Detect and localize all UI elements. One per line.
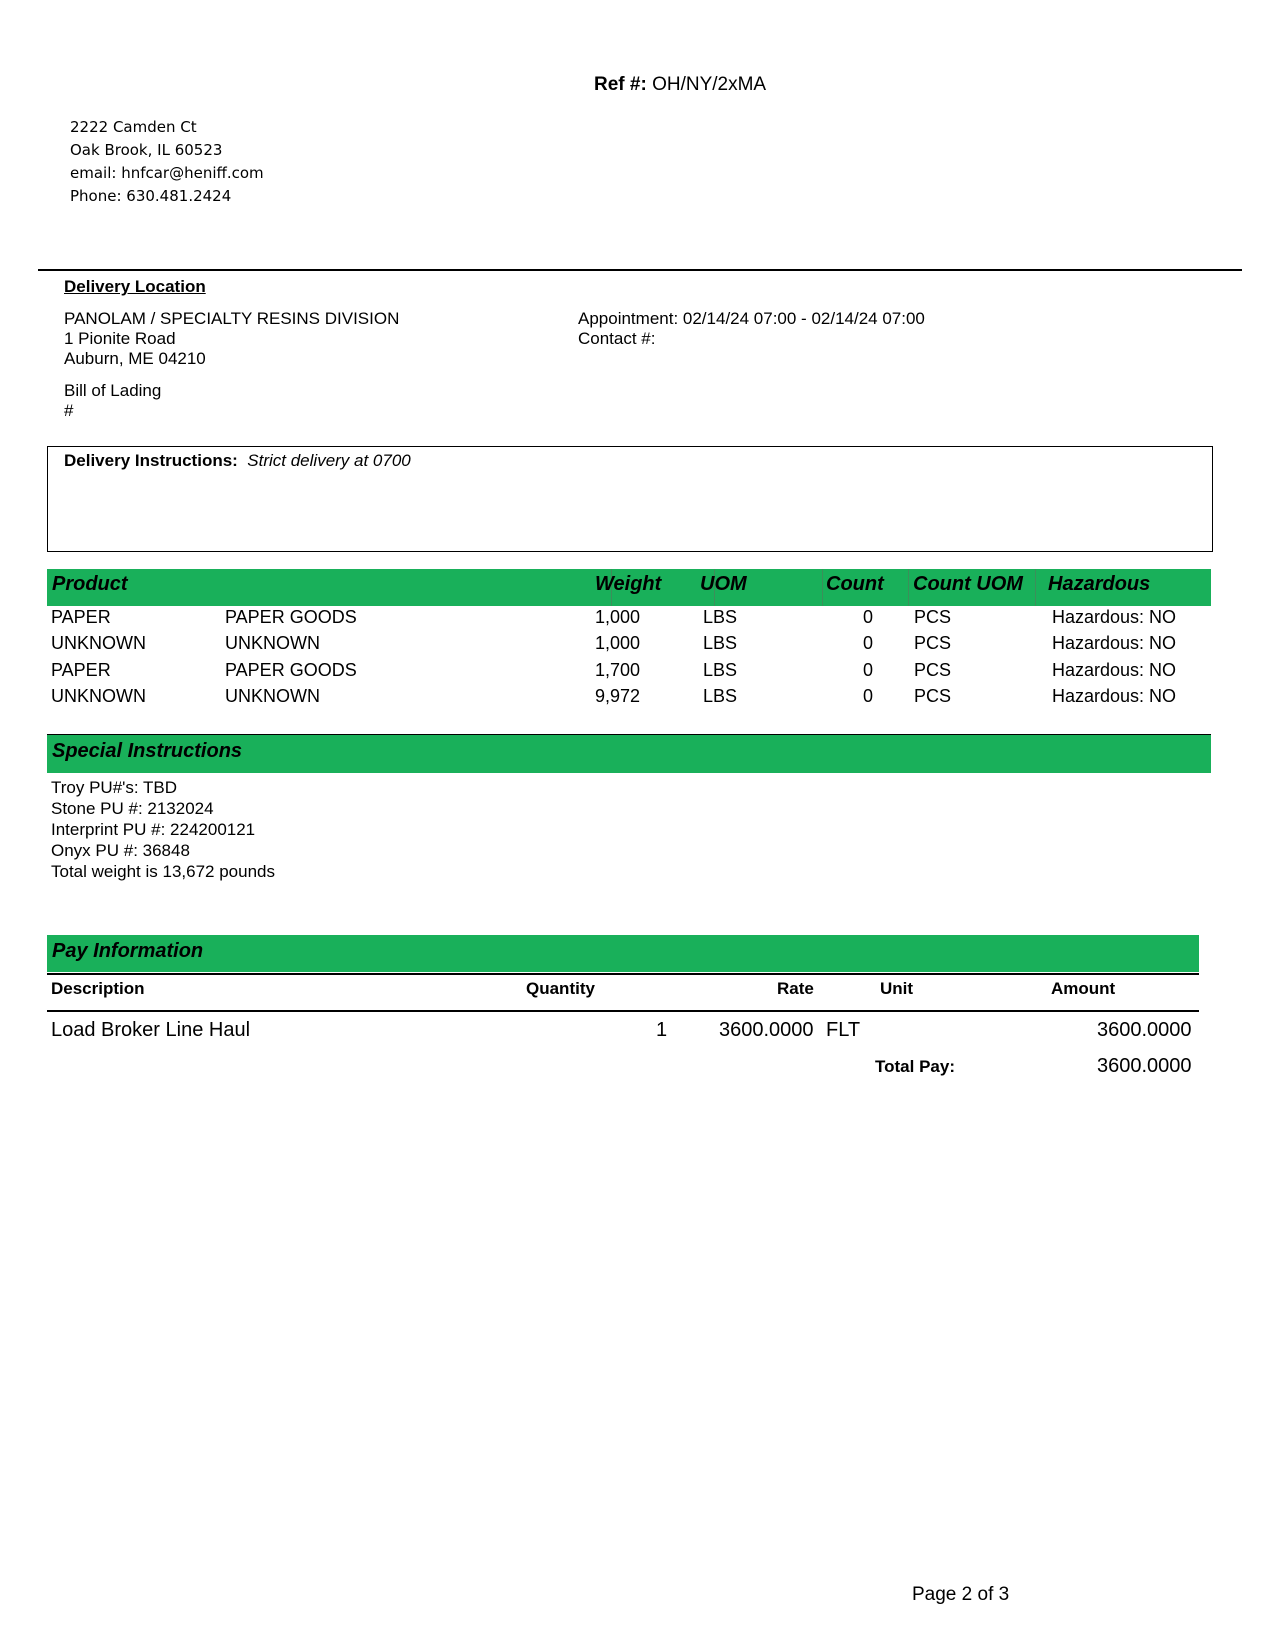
cell-uom: LBS (703, 686, 738, 706)
cell-description: UNKNOWN (225, 633, 320, 653)
contact: Contact #: (578, 329, 656, 348)
pay-col-rate: Rate (777, 979, 814, 998)
special-instructions-list (51, 777, 275, 882)
cell-count-uom: PCS (914, 607, 952, 627)
cell-weight: 9,972 (595, 686, 641, 706)
product-table-header (47, 569, 1211, 606)
total-pay-value: 3600.0000 (1097, 1055, 1192, 1077)
delivery-address (64, 309, 399, 369)
pay-header-rule (47, 973, 1199, 975)
cell-product: UNKNOWN (51, 686, 146, 706)
col-hazardous: Hazardous (1048, 573, 1151, 595)
cell-count: 0 (863, 607, 874, 627)
cell-product: PAPER (51, 660, 111, 680)
appointment: Appointment: 02/14/24 07:00 - 02/14/24 07:00 (578, 309, 925, 328)
cell-product: PAPER (51, 607, 111, 627)
pay-col-amount: Amount (1051, 979, 1116, 998)
delivery-address-line: PANOLAM / SPECIALTY RESINS DIVISION (64, 309, 400, 328)
cell-hazardous: Hazardous: NO (1052, 686, 1177, 706)
cell-count: 0 (863, 633, 874, 653)
cell-hazardous: Hazardous: NO (1052, 607, 1177, 627)
address-line: email: hnfcar@heniff.com (70, 164, 264, 182)
cell-weight: 1,000 (595, 633, 641, 653)
col-uom: UOM (700, 573, 747, 595)
cell-description: UNKNOWN (225, 686, 320, 706)
special-instructions-title: Special Instructions (52, 740, 243, 762)
col-product: Product (52, 573, 128, 595)
cell-weight: 1,000 (595, 607, 641, 627)
address-line: 2222 Camden Ct (70, 118, 197, 136)
col-count-uom: Count UOM (913, 573, 1023, 595)
address-line: Oak Brook, IL 60523 (70, 141, 223, 159)
ref-value: OH/NY/2xMA (652, 74, 767, 95)
pay-col-unit: Unit (880, 979, 914, 998)
company-address (70, 116, 264, 208)
pay-line-rate: 3600.0000 (719, 1019, 814, 1041)
special-instructions-header (47, 735, 1211, 773)
bill-of-lading (64, 381, 161, 421)
pay-col-quantity: Quantity (526, 979, 595, 998)
cell-hazardous: Hazardous: NO (1052, 633, 1177, 653)
list-item: Stone PU #: 2132024 (51, 799, 214, 818)
cell-weight: 1,700 (595, 660, 641, 680)
ref-label: Ref #: (594, 74, 647, 95)
list-item: Interprint PU #: 224200121 (51, 820, 256, 839)
cell-product: UNKNOWN (51, 633, 146, 653)
delivery-instructions-value: Strict delivery at 0700 (247, 451, 411, 470)
delivery-instructions-label: Delivery Instructions: (64, 451, 238, 470)
cell-count: 0 (863, 686, 874, 706)
column-divider (822, 569, 823, 606)
pay-information-title: Pay Information (52, 940, 204, 962)
bol-value: # (64, 401, 74, 420)
list-item: Onyx PU #: 36848 (51, 841, 190, 860)
pay-col-description: Description (51, 979, 145, 998)
cell-description: PAPER GOODS (225, 660, 357, 680)
cell-count: 0 (863, 660, 874, 680)
col-weight: Weight (595, 573, 662, 595)
cell-hazardous: Hazardous: NO (1052, 660, 1177, 680)
reference-number (594, 74, 766, 96)
cell-count-uom: PCS (914, 660, 952, 680)
delivery-address-line: Auburn, ME 04210 (64, 349, 206, 368)
delivery-instructions (64, 451, 411, 471)
col-count: Count (826, 573, 884, 595)
appointment-block (578, 309, 925, 349)
bol-label: Bill of Lading (64, 381, 162, 400)
header-divider (38, 269, 1242, 271)
cell-count-uom: PCS (914, 633, 952, 653)
address-line: Phone: 630.481.2424 (70, 187, 232, 205)
list-item: Total weight is 13,672 pounds (51, 862, 275, 881)
pay-line-unit: FLT (826, 1019, 861, 1041)
delivery-address-line: 1 Pionite Road (64, 329, 176, 348)
column-divider (908, 569, 909, 606)
cell-uom: LBS (703, 633, 738, 653)
pay-header-rule (47, 1010, 1199, 1012)
pay-line-description: Load Broker Line Haul (51, 1019, 251, 1041)
delivery-location-title: Delivery Location (64, 277, 206, 296)
pay-line-amount: 3600.0000 (1097, 1019, 1192, 1041)
pay-information-header (47, 935, 1199, 972)
cell-uom: LBS (703, 607, 738, 627)
pay-line-quantity: 1 (656, 1019, 668, 1041)
cell-uom: LBS (703, 660, 738, 680)
cell-count-uom: PCS (914, 686, 952, 706)
total-pay-label: Total Pay: (875, 1057, 955, 1076)
list-item: Troy PU#'s: TBD (51, 778, 178, 797)
cell-description: PAPER GOODS (225, 607, 357, 627)
page-number: Page 2 of 3 (912, 1584, 1010, 1605)
column-divider (1035, 569, 1036, 606)
